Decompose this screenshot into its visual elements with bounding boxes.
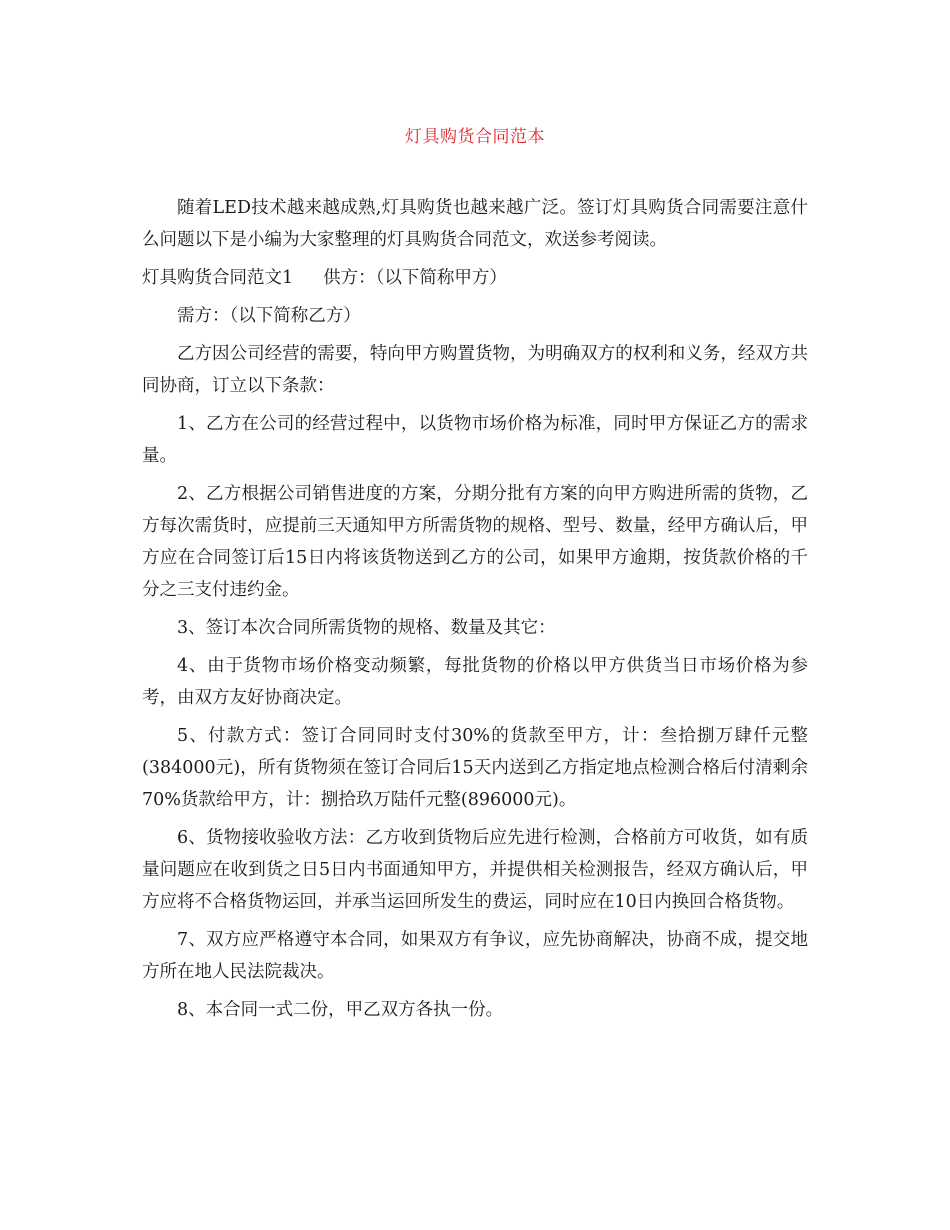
preamble-paragraph: 乙方因公司经营的需要，特向甲方购置货物，为明确双方的权利和义务，经双方共同协商，订立以下条款： — [142, 344, 808, 396]
clause-5: 5、付款方式：签订合同同时支付30%的货款至甲方，计：叁拾捌万肆仟元整(384000元)，所有货物须在签订合同后15天内送到乙方指定地点检测合格后付清剩余70%货款给甲方，计：捌拾玖万陆仟元整(896000元)。 — [142, 726, 808, 810]
document-title: 灯具购货合同范本 — [405, 127, 545, 147]
clause-8: 8、本合同一式二份，甲乙双方各执一份。 — [177, 1000, 504, 1020]
clause-1: 1、乙方在公司的经营过程中，以货物市场价格为标准，同时甲方保证乙方的需求量。 — [142, 414, 808, 466]
clause-7: 7、双方应严格遵守本合同，如果双方有争议，应先协商解决，协商不成，提交地方所在地人民法院裁决。 — [142, 930, 808, 982]
clause-2: 2、乙方根据公司销售进度的方案，分期分批有方案的向甲方购进所需的货物，乙方每次需货时，应提前三天通知甲方所需货物的规格、型号、数量，经甲方确认后，甲方应在合同签订后15日内将该货物送到乙方的公司，如果甲方逾期，按货款价格的千分之三支付违约金。 — [142, 484, 808, 600]
clause-6: 6、货物接收验收方法：乙方收到货物后应先进行检测，合格前方可收货，如有质量问题应在收到货之日5日内书面通知甲方，并提供相关检测报告，经双方确认后，甲方应将不合格货物运回，并承当运回所发生的费运，同时应在10日内换回合格货物。 — [142, 828, 808, 912]
sample-heading: 灯具购货合同范文1 — [142, 268, 294, 288]
buyer-line: 需方：（以下简称乙方） — [177, 306, 361, 326]
document-body — [142, 192, 808, 1032]
supplier-line: 供方：（以下简称甲方） — [323, 268, 507, 288]
sample-heading-line — [142, 262, 808, 294]
clause-3: 3、签订本次合同所需货物的规格、数量及其它： — [177, 618, 556, 638]
intro-paragraph: 随着LED技术越来越成熟,灯具购货也越来越广泛。签订灯具购货合同需要注意什么问题以下是小编为大家整理的灯具购货合同范文，欢送参考阅读。 — [142, 198, 808, 250]
clause-4: 4、由于货物市场价格变动频繁，每批货物的价格以甲方供货当日市场价格为参考，由双方友好协商决定。 — [142, 656, 808, 708]
